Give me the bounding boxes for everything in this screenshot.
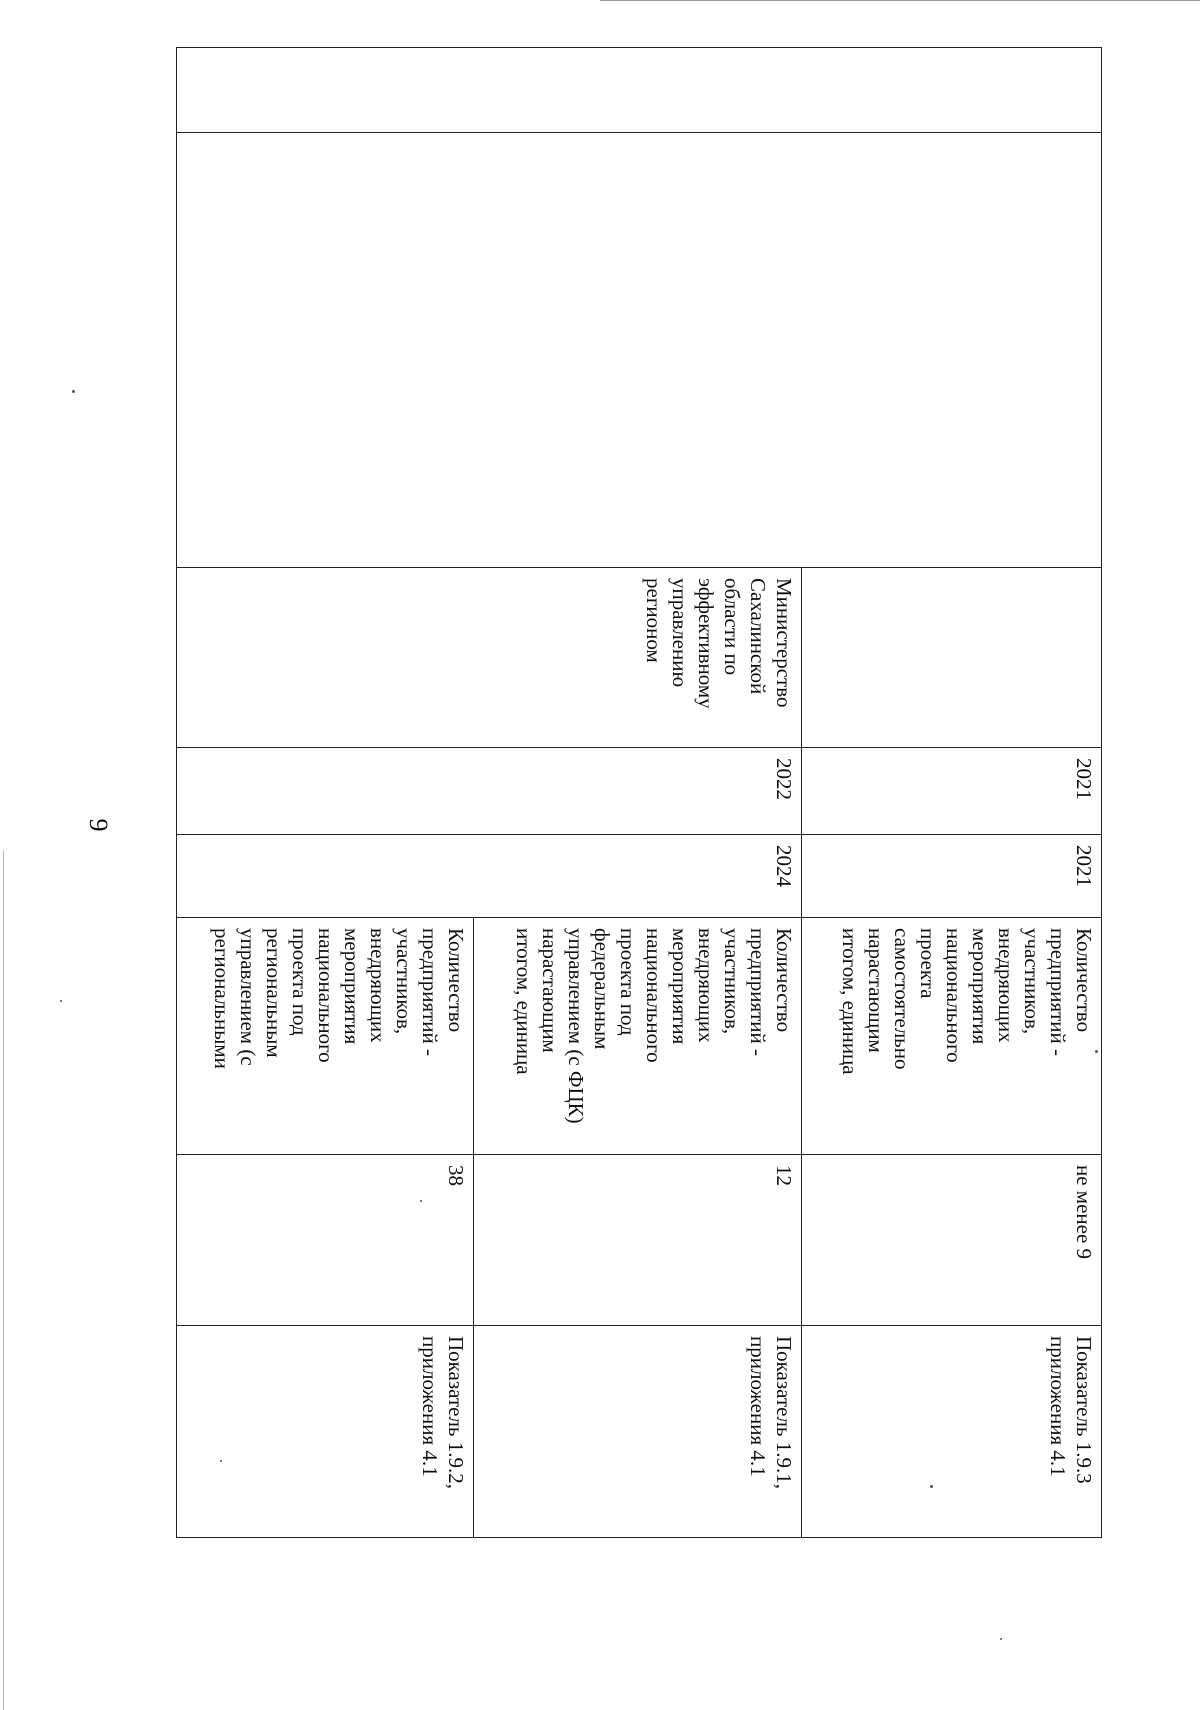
reference-text: Показатель 1.9.2, приложения 4.1 [418, 1336, 468, 1489]
reference-text: Показатель 1.9.3 приложения 4.1 [1046, 1336, 1096, 1484]
scan-speck [60, 1000, 62, 1002]
blank-cell-wide [802, 133, 1102, 568]
indicator-cell [802, 918, 1102, 1155]
end-year-cell [474, 835, 802, 918]
end-year-text: 2024 [772, 845, 796, 887]
blank-cell-left [802, 48, 1102, 133]
responsible-cell [474, 568, 802, 748]
scan-speck [930, 1485, 933, 1488]
scan-edge-left [3, 850, 4, 1710]
table-row [474, 48, 802, 1538]
value-cell [177, 1155, 474, 1326]
value-text: не менее 9 [1072, 1165, 1096, 1260]
table-row [802, 48, 1102, 1538]
start-year-cell [474, 748, 802, 835]
reference-cell [474, 1326, 802, 1538]
end-year-cell [177, 835, 474, 918]
reference-cell [177, 1326, 474, 1538]
start-year-cell [802, 748, 1102, 835]
indicator-text: Количество предприятий - участников, внедряющих мероприятия национального проекта самостоятельно нарастающим итогом, единица [838, 928, 1096, 1075]
scan-speck [1095, 1050, 1098, 1053]
scan-speck [220, 1460, 222, 1462]
reference-cell [802, 1326, 1102, 1538]
end-year-text: 2021 [1072, 845, 1096, 887]
start-year-text: 2022 [772, 758, 796, 800]
indicator-table [176, 47, 1102, 1538]
value-cell [474, 1155, 802, 1326]
indicator-text: Количество предприятий - участников, внедряющих мероприятия национального проекта под региональным управлением (с региональными [210, 928, 468, 1069]
indicator-cell [177, 918, 474, 1155]
scan-speck [420, 1200, 422, 1202]
reference-text: Показатель 1.9.1, приложения 4.1 [746, 1336, 796, 1489]
rotated-table-frame [177, 47, 1102, 1537]
value-text: 38 [444, 1165, 468, 1186]
start-year-text: 2021 [1072, 758, 1096, 800]
responsible-cell [802, 568, 1102, 748]
end-year-cell [802, 835, 1102, 918]
value-cell [802, 1155, 1102, 1326]
blank-cell-wide [474, 133, 802, 568]
scan-speck [1000, 1638, 1002, 1640]
responsible-cell [177, 568, 474, 748]
blank-cell-left [177, 48, 474, 133]
page-number: 9 [84, 818, 113, 832]
responsible-text: Министерство Сахалинской области по эффективному управлению регионом [642, 578, 796, 709]
blank-cell-wide [177, 133, 474, 568]
indicator-text: Количество предприятий - участников, внедряющих мероприятия национального проекта под федеральным управлением (с ФЦК) нарастающим итогом, единица [512, 928, 796, 1124]
table-row [177, 48, 474, 1538]
scan-speck [72, 390, 75, 393]
value-text: 12 [772, 1165, 796, 1186]
scan-edge-top [600, 0, 1200, 1]
start-year-cell [177, 748, 474, 835]
blank-cell-left [474, 48, 802, 133]
indicator-cell [474, 918, 802, 1155]
